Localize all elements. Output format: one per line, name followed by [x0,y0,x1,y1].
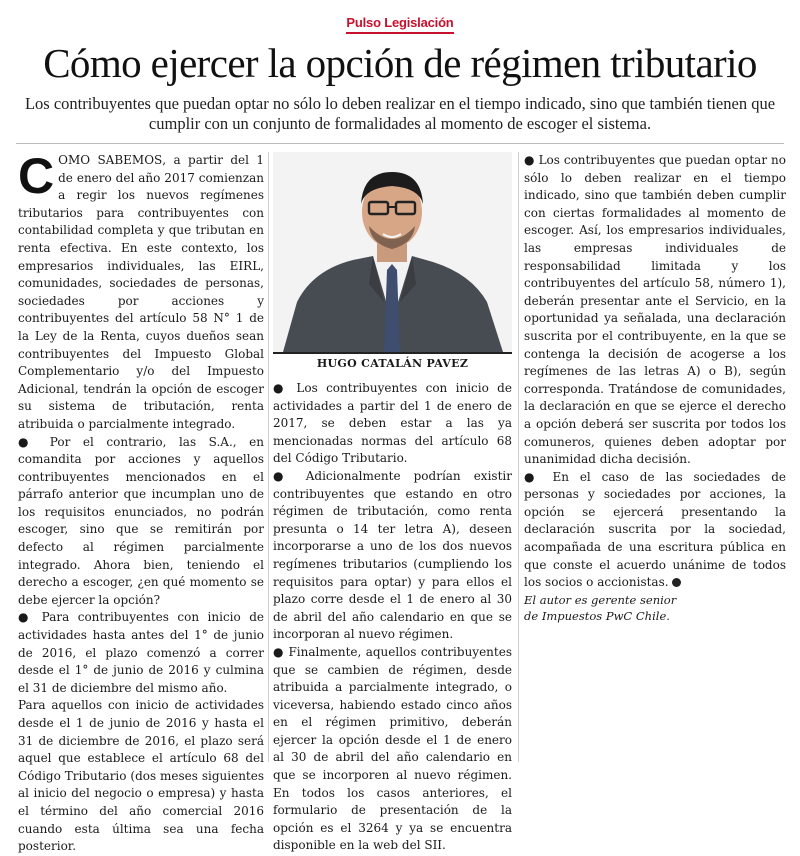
bullet-icon: ● [524,469,542,484]
bullet-icon: ● [18,610,34,625]
paragraph-4 [18,697,264,855]
paragraph-9-text: En el caso de las sociedades de personas y sociedades por acciones, la opción se ejercerá presentando la declaración suscrita por la sociedad, acompañada de una escritura pública en que conste el acuerdo unánime de todos los socios o accionistas. [524,469,786,590]
portrait-image [273,152,512,352]
bullet-icon: ● [18,434,38,449]
section-label: Pulso Legislación [346,15,453,34]
end-mark-icon [672,578,681,587]
paragraph-5 [273,380,512,468]
column-1 [18,148,265,856]
bullet-icon: ● [273,644,285,659]
paragraph-9 [524,469,786,592]
photo-caption: HUGO CATALÁN PAVEZ [273,352,512,374]
bullet-icon: ● [524,153,535,167]
paragraph-2 [18,434,264,610]
paragraph-4-text: Para aquellos con inicio de actividades desde el 1 de junio de 2016 y hasta el 31 de diciembre de 2016, el plazo será aquel que establece el artículo 68 del Código Tributario (dos meses siguientes al inicio del negocio o empresa) y hasta el término del año comercial 2016 cuando esta última sea una fecha posterior. [18,698,264,854]
headline: Cómo ejercer la opción de régimen tributario [43,40,757,86]
paragraph-8 [524,152,786,469]
deck: Los contribuyentes que puedan optar no sólo lo deben realizar en el tiempo indicado, sino que también tienen que cumplir con un conjunto de formalidades al momento de escoger el sistema. [24,94,776,133]
column-2 [273,380,512,855]
paragraph-8-text: Los contribuyentes que puedan optar no sólo lo deben realizar en el tiempo indicado, sino que también deben cumplir con ciertas formalidades al momento de escoger. Así, los empresarios individuales, las empresas individuales de responsabilidad limitada y los contribuyentes del artículo 58, número 1), deberán presentar ante el Servicio, en la oportunidad ya señalada, una declaración suscrita por el contribuyente, en la que se contenga la decisión de acogerse a los regímenes de las letras A) o B), según corresponda. Tratándose de comunidades, la declaración en que se ejerce el derecho a opción deberá ser suscrita por todos los comuneros, quienes deben adoptar por unanimidad dicha decisión. [524,153,786,467]
lead-caps: OMO SABEMOS [58,153,163,167]
drop-cap: C [18,148,55,204]
paragraph-3-text: Para contribuyentes con inicio de actividades hasta antes del 1° de junio de 2016, el plazo comenzó a correr desde el 1° de junio de 2016 y culmina el 31 de diciembre del mismo año. [18,610,264,695]
bullet-icon: ● [273,381,289,395]
paragraph-5-text: Los contribuyentes con inicio de actividades a partir del 1 de enero de 2017, se deben estar a las ya mencionadas normas del artículo 68 del Código Tributario. [273,381,512,466]
paragraph-1-text: , a partir del 1 de enero del año 2017 comienzan a regir los nuevos regímenes tributarios para contribuyentes con contabilidad completa y que tributan en renta efectiva. En este contexto, los empresarios individuales, las EIRL, comunidades, sociedades de personas, sociedades por acciones y contribuyentes del artículo 58 N° 1 de la Ley de la Renta, cuyos dueños sean contribuyentes del Impuesto Global Complementario y/o del Impuesto Adicional, tendrán la opción de escoger su sistema de tributación, renta atribuida o parcialmente integrado. [18,153,265,431]
top-rule [16,143,784,144]
author-note-line-2: de Impuestos PwC Chile. [524,608,670,623]
paragraph-6-text: Adicionalmente podrían existir contribuyentes que estando en otro régimen de tributación, como renta presunta o 14 ter letra A), deseen incorporarse a uno de los dos nuevos regímenes tributarios (cumpliendo los requisitos para optar) y para ellos el plazo corre desde el 1 de enero al 30 de abril del año calendario en que se incorporan al nuevo régimen. [273,468,512,642]
paragraph-lead [18,148,265,434]
author-note-line-1: El autor es gerente senior [524,592,677,607]
column-divider [268,152,269,762]
bullet-icon: ● [273,468,293,483]
column-3 [524,152,786,624]
column-divider [518,152,519,762]
paragraph-7 [273,644,512,855]
section-tag [0,12,800,31]
author-photo [273,152,512,352]
paragraph-3 [18,609,264,697]
paragraph-7-text: Finalmente, aquellos contribuyentes que se cambien de régimen, desde atribuida a parcialmente integrado, o viceversa, habiendo estado cinco años en el régimen primitivo, deberán ejercer la opción desde el 1 de enero al 30 de abril del año calendario en que se incorporen al nuevo régimen. En todos los casos anteriores, el formulario de presentación de la opción es el 3264 y ya se encuentra disponible en la web del SII. [273,644,512,853]
author-note [524,592,786,624]
paragraph-2-text: Por el contrario, las S.A., en comandita por acciones y aquellos contribuyentes mencionados en el párrafo anterior que incumplan uno de los requisitos enunciados, no podrán escoger, sino que se remitirán por defecto al régimen parcialmente integrado. Ahora bien, teniendo el derecho a escoger, ¿en qué momento se debe ejercer la opción? [18,434,264,607]
paragraph-6 [273,468,512,644]
